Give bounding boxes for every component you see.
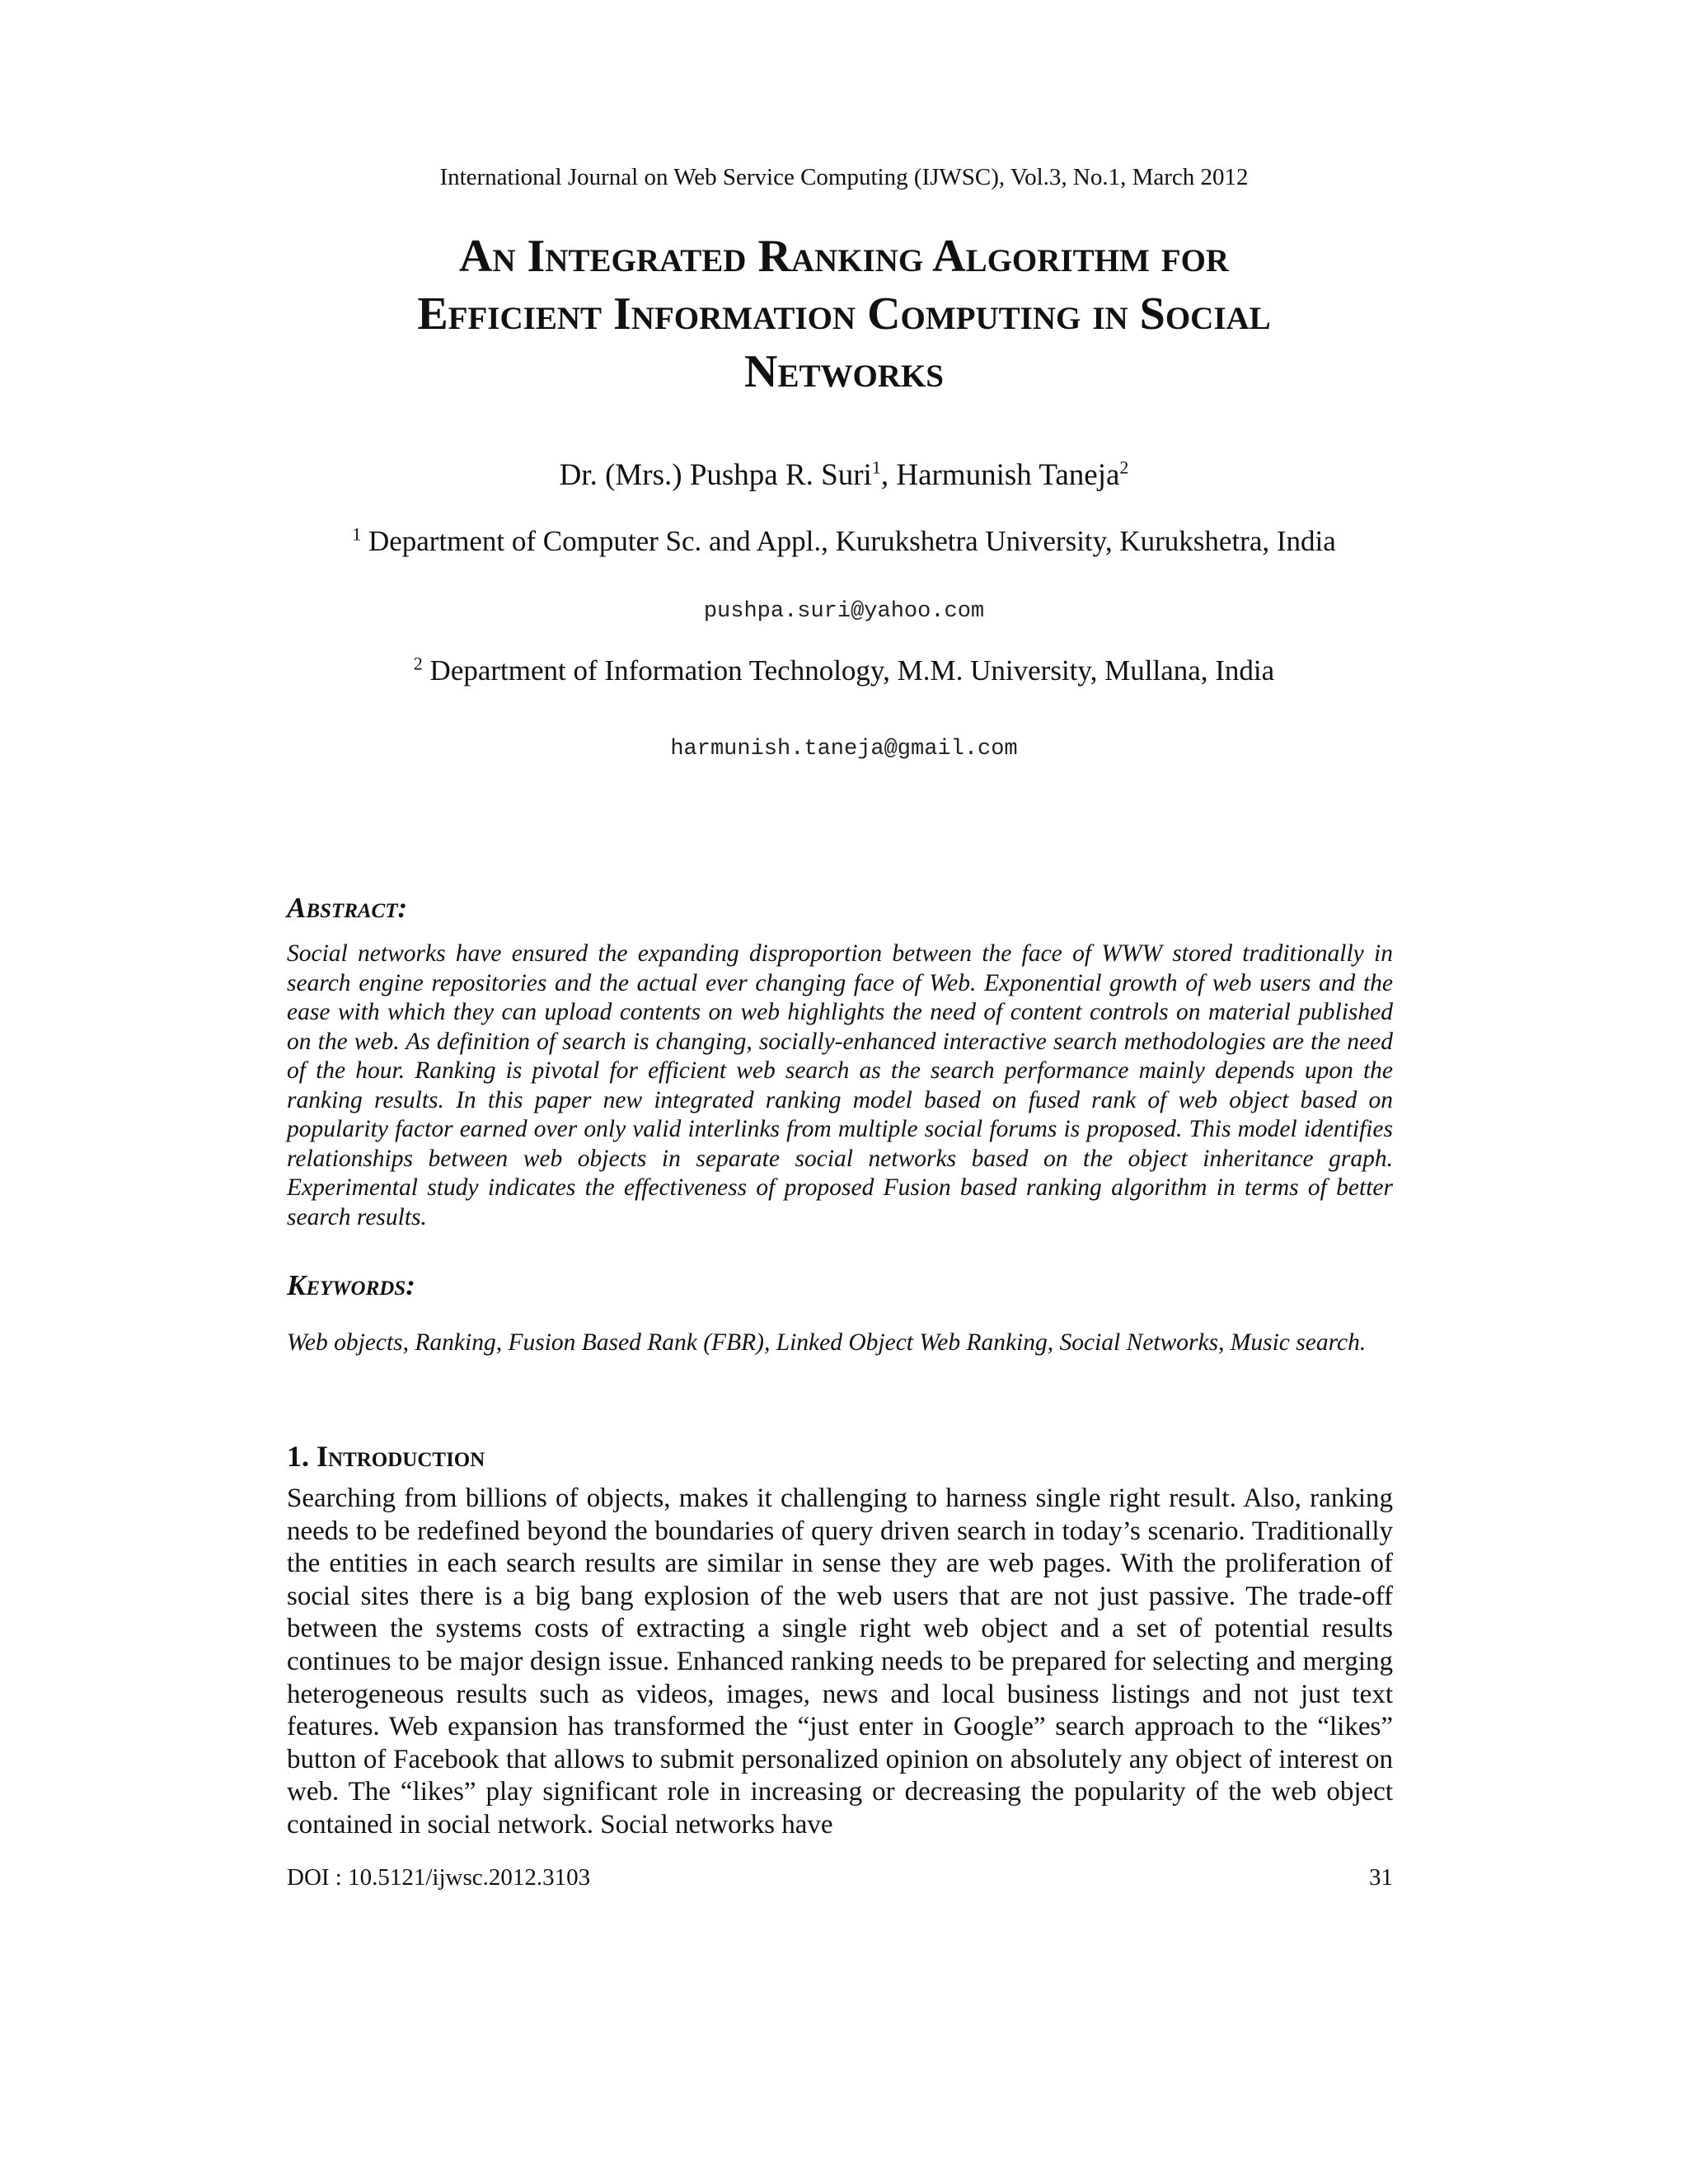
paper-title (165, 227, 1523, 401)
author-1-email[interactable]: pushpa.suri@yahoo.com (703, 599, 985, 624)
keywords-body: Web objects, Ranking, Fusion Based Rank (FBR), Linked Object Web Ranking, Social Networks, Music search. (287, 1329, 1367, 1356)
affiliation-1-mark: 1 (352, 523, 362, 545)
author-2-name: Harmunish Taneja (896, 458, 1120, 492)
affiliation-1 (0, 523, 1688, 560)
introduction-section (287, 1438, 1393, 1842)
keywords-heading: Keywords: (287, 1269, 415, 1301)
introduction-heading: 1. Introduction (287, 1440, 485, 1473)
affiliation-1-text: Department of Computer Sc. and Appl., Kurukshetra University, Kurukshetra, India (368, 525, 1336, 557)
running-header: International Journal on Web Service Computing (IJWSC), Vol.3, No.1, March 2012 (439, 164, 1249, 190)
keywords-section (287, 1268, 1393, 1358)
author-2-affil-mark: 2 (1119, 457, 1129, 478)
affiliation-2-text: Department of Information Technology, M.M. University, Mullana, India (429, 654, 1275, 687)
page-footer (287, 1862, 1393, 1893)
author-2-email[interactable]: harmunish.taneja@gmail.com (670, 737, 1018, 762)
doi-text: DOI : 10.5121/ijwsc.2012.3103 (287, 1864, 591, 1891)
page-number: 31 (1369, 1864, 1393, 1891)
abstract-body: Social networks have ensured the expanding disproportion between the face of WWW stored traditionally in search engine repositories and the actual ever changing face of Web. Exponential growth of web users and the ease with which they can upload contents on web highlights the need of content controls on material published on the web. As definition of search is changing, socially-enhanced interactive search methodologies are the need of the hour. Ranking is pivotal for efficient web search as the search performance mainly depends upon the ranking results. In this paper new integrated ranking model based on fused rank of web object based on popularity factor earned over only valid interlinks from multiple social forums is proposed. This model identifies relationships between web objects in separate social networks based on the object inheritance graph. Experimental study indicates the effectiveness of proposed Fusion based ranking algorithm in terms of better search results. (287, 940, 1393, 1230)
title-line-2: Efficient Information Computing in Social (417, 288, 1271, 340)
title-line-1: An Integrated Ranking Algorithm for (458, 231, 1230, 282)
introduction-body: Searching from billions of objects, makes it challenging to harness single right result. Also, ranking needs to be redefined beyond the boundaries of query driven search in today’s scenario. Traditionally the entities in each search results are similar in sense they are web pages. With the proliferation of social sites there is a big bang explosion of the web users that are not just passive. The trade-off between the systems costs of extracting a single right web object and a set of potential results continues to be major design issue. Enhanced ranking needs to be prepared for selecting and merging heterogeneous results such as videos, images, news and local business listings and not just text features. Web expansion has transformed the “just enter in Google” search approach to the “likes” button of Facebook that allows to submit personalized opinion on absolutely any object of interest on web. The “likes” play significant role in increasing or decreasing the popularity of the web object contained in social network. Social networks have (287, 1483, 1393, 1840)
author-separator: , (880, 458, 897, 492)
affiliation-2 (0, 652, 1688, 690)
affiliation-2-mark: 2 (413, 653, 423, 674)
title-line-3: Networks (744, 346, 944, 397)
abstract-heading: Abstract: (287, 892, 408, 924)
abstract-section (287, 890, 1393, 1232)
author-list (0, 455, 1688, 496)
author-1-name: Dr. (Mrs.) Pushpa R. Suri (559, 458, 872, 492)
author-1-affil-mark: 1 (871, 457, 881, 478)
